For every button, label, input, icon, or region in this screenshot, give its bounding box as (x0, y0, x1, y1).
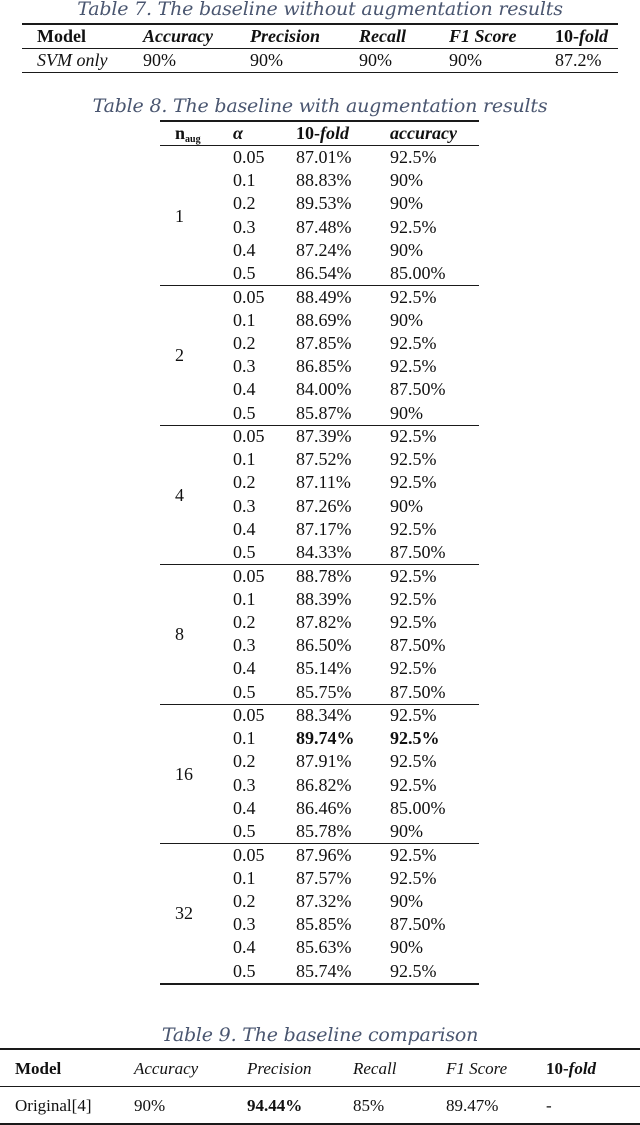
t7-header-model: Model (37, 26, 86, 46)
t8-accuracy-value: 85.00% (390, 797, 446, 818)
t8-10fold-value: 87.26% (296, 495, 352, 516)
t8-alpha-value: 0.2 (233, 751, 256, 772)
t8-header-accuracy: accuracy (390, 123, 457, 143)
t8-accuracy-value: 92.5% (390, 611, 437, 632)
t8-alpha-value: 0.4 (233, 797, 256, 818)
t8-10fold-value: 84.00% (296, 379, 352, 400)
t8-accuracy-value: 90% (390, 239, 423, 260)
t8-10fold-value: 87.82% (296, 611, 352, 632)
t8-alpha-value: 0.5 (233, 681, 256, 702)
t8-10fold-value: 86.85% (296, 356, 352, 377)
t8-10fold-value: 88.78% (296, 565, 352, 586)
t8-alpha-value: 0.3 (233, 216, 256, 237)
t9-header-model: Model (15, 1059, 62, 1078)
t8-accuracy-value: 92.5% (390, 472, 437, 493)
t8-naug-value: 32 (175, 903, 193, 924)
t8-accuracy-value: 90% (390, 309, 423, 330)
t8-accuracy-value: 92.5% (390, 844, 437, 865)
t8-alpha-value: 0.3 (233, 774, 256, 795)
t8-accuracy-value: 92.5% (390, 147, 437, 167)
t8-alpha-value: 0.2 (233, 890, 256, 911)
t8-alpha-value: 0.3 (233, 635, 256, 656)
t8-header-naug: $n_{aug}$ (175, 123, 201, 145)
t8-10fold-value: 84.33% (296, 542, 352, 562)
t8-alpha-value: 0.5 (233, 821, 256, 841)
t8-accuracy-value: 92.5% (390, 356, 437, 377)
t9-cell-10fold: - (546, 1096, 552, 1115)
t8-accuracy-value: 92.5% (390, 728, 440, 749)
t8-10fold-value: 87.39% (296, 426, 352, 446)
t8-10fold-value: 85.87% (296, 402, 352, 423)
t8-10fold-value: 85.75% (296, 681, 352, 702)
t8-accuracy-value: 92.5% (390, 518, 437, 539)
t8-alpha-value: 0.5 (233, 542, 256, 562)
t7-cell-recall: 90% (359, 50, 392, 70)
t8-alpha-value: 0.3 (233, 914, 256, 935)
t9-header-f1: F1 Score (446, 1059, 508, 1078)
t8-alpha-value: 0.05 (233, 565, 265, 586)
table-9-mid-rule (0, 1086, 640, 1087)
t9-cell-recall: 85% (353, 1096, 385, 1115)
t8-accuracy-value: 92.5% (390, 588, 437, 609)
t8-10fold-value: 85.85% (296, 914, 352, 935)
t8-accuracy-value: 90% (390, 890, 423, 911)
t8-accuracy-value: 92.5% (390, 751, 437, 772)
t7-cell-model: SVM only (37, 50, 108, 70)
t8-accuracy-value: 92.5% (390, 332, 437, 353)
t8-naug-value: 4 (175, 484, 184, 505)
table-7-caption: Table 7. The baseline without augmentation results (77, 0, 563, 20)
t8-accuracy-value: 92.5% (390, 658, 437, 679)
t8-alpha-value: 0.1 (233, 867, 256, 888)
t8-header-alpha: α (233, 123, 243, 143)
t8-accuracy-value: 92.5% (390, 774, 437, 795)
t8-alpha-value: 0.2 (233, 193, 256, 214)
t8-alpha-value: 0.1 (233, 728, 256, 749)
t8-10fold-value: 85.74% (296, 960, 352, 981)
t8-10fold-value: 87.96% (296, 844, 352, 865)
t8-accuracy-value: 92.5% (390, 216, 437, 237)
table-8-bottom-rule (160, 983, 479, 985)
t8-accuracy-value: 92.5% (390, 867, 437, 888)
t8-alpha-value: 0.1 (233, 309, 256, 330)
t8-10fold-value: 89.53% (296, 193, 352, 214)
t9-cell-accuracy: 90% (134, 1096, 166, 1115)
t9-header-recall: Recall (353, 1059, 397, 1078)
t8-accuracy-value: 92.5% (390, 426, 437, 446)
t9-cell-f1: 89.47% (446, 1096, 499, 1115)
t8-naug-value: 8 (175, 624, 184, 645)
t8-accuracy-value: 92.5% (390, 705, 437, 725)
t7-cell-precision: 90% (250, 50, 283, 70)
t8-alpha-value: 0.05 (233, 147, 265, 167)
t8-alpha-value: 0.05 (233, 705, 265, 725)
t8-10fold-value: 87.24% (296, 239, 352, 260)
t8-alpha-value: 0.1 (233, 170, 256, 191)
t8-10fold-value: 86.46% (296, 797, 352, 818)
t8-10fold-value: 85.14% (296, 658, 352, 679)
t8-accuracy-value: 90% (390, 193, 423, 214)
t8-alpha-value: 0.4 (233, 937, 256, 958)
t8-accuracy-value: 92.5% (390, 565, 437, 586)
t8-accuracy-value: 90% (390, 937, 423, 958)
t8-alpha-value: 0.2 (233, 332, 256, 353)
t9-header-precision: Precision (247, 1059, 312, 1078)
t8-accuracy-value: 90% (390, 495, 423, 516)
t8-alpha-value: 0.4 (233, 379, 256, 400)
t8-accuracy-value: 85.00% (390, 263, 446, 283)
t8-10fold-value: 87.01% (296, 147, 352, 167)
t9-cell-precision: 94.44% (247, 1096, 303, 1115)
t8-accuracy-value: 87.50% (390, 542, 446, 562)
t8-alpha-value: 0.3 (233, 495, 256, 516)
table-8-caption: Table 8. The baseline with augmentation results (92, 95, 548, 117)
t7-cell-f1: 90% (449, 50, 482, 70)
t8-accuracy-value: 87.50% (390, 379, 446, 400)
t8-accuracy-value: 90% (390, 402, 423, 423)
t8-10fold-value: 86.54% (296, 263, 352, 283)
t7-cell-accuracy: 90% (143, 50, 176, 70)
t8-10fold-value: 88.49% (296, 286, 352, 307)
t8-10fold-value: 88.34% (296, 705, 352, 725)
t8-alpha-value: 0.4 (233, 239, 256, 260)
table-7-mid-rule (22, 48, 618, 49)
t8-alpha-value: 0.4 (233, 518, 256, 539)
t8-accuracy-value: 87.50% (390, 681, 446, 702)
table-9-caption: Table 9. The baseline comparison (161, 1024, 479, 1046)
t8-alpha-value: 0.05 (233, 426, 265, 446)
t8-naug-value: 1 (175, 205, 184, 226)
t8-10fold-value: 87.17% (296, 518, 352, 539)
t8-10fold-value: 87.52% (296, 449, 352, 470)
t8-accuracy-value: 87.50% (390, 635, 446, 656)
t8-alpha-value: 0.2 (233, 611, 256, 632)
t7-header-10fold: 10-fold (555, 26, 608, 46)
t8-alpha-value: 0.4 (233, 658, 256, 679)
t8-accuracy-value: 92.5% (390, 286, 437, 307)
t8-10fold-value: 87.11% (296, 472, 351, 493)
t7-header-recall: Recall (359, 26, 406, 46)
t8-alpha-value: 0.3 (233, 356, 256, 377)
t9-header-10fold: 10-fold (546, 1059, 597, 1078)
table-9-top-rule (0, 1048, 640, 1050)
table-7-top-rule (22, 23, 618, 25)
t9-header-accuracy: Accuracy (134, 1059, 199, 1078)
t8-alpha-value: 0.5 (233, 402, 256, 423)
t8-alpha-value: 0.5 (233, 960, 256, 981)
t8-10fold-value: 88.39% (296, 588, 352, 609)
t8-alpha-value: 0.5 (233, 263, 256, 283)
t8-10fold-value: 87.48% (296, 216, 352, 237)
t8-alpha-value: 0.05 (233, 844, 265, 865)
t8-10fold-value: 89.74% (296, 728, 355, 749)
t8-accuracy-value: 90% (390, 821, 423, 841)
t7-cell-10fold: 87.2% (555, 50, 602, 70)
t8-accuracy-value: 87.50% (390, 914, 446, 935)
t8-10fold-value: 86.82% (296, 774, 352, 795)
t8-header-10fold: 10-fold (296, 123, 349, 143)
t7-header-accuracy: Accuracy (143, 26, 213, 46)
t8-naug-value: 2 (175, 345, 184, 366)
t8-alpha-value: 0.1 (233, 449, 256, 470)
t9-cell-model: Original[4] (15, 1096, 92, 1115)
t8-accuracy-value: 92.5% (390, 449, 437, 470)
t8-alpha-value: 0.1 (233, 588, 256, 609)
t7-header-precision: Precision (250, 26, 320, 46)
t8-10fold-value: 85.78% (296, 821, 352, 841)
t8-10fold-value: 87.32% (296, 890, 352, 911)
t8-10fold-value: 88.69% (296, 309, 352, 330)
t8-10fold-value: 87.91% (296, 751, 352, 772)
table-7-bottom-rule (22, 72, 618, 73)
t8-10fold-value: 88.83% (296, 170, 352, 191)
t8-accuracy-value: 90% (390, 170, 423, 191)
t8-10fold-value: 86.50% (296, 635, 352, 656)
t8-accuracy-value: 92.5% (390, 960, 437, 981)
t8-naug-value: 16 (175, 763, 193, 784)
t8-alpha-value: 0.05 (233, 286, 265, 307)
t8-alpha-value: 0.2 (233, 472, 256, 493)
t8-10fold-value: 85.63% (296, 937, 352, 958)
t8-10fold-value: 87.85% (296, 332, 352, 353)
t8-10fold-value: 87.57% (296, 867, 352, 888)
t7-header-f1: F1 Score (449, 26, 517, 46)
